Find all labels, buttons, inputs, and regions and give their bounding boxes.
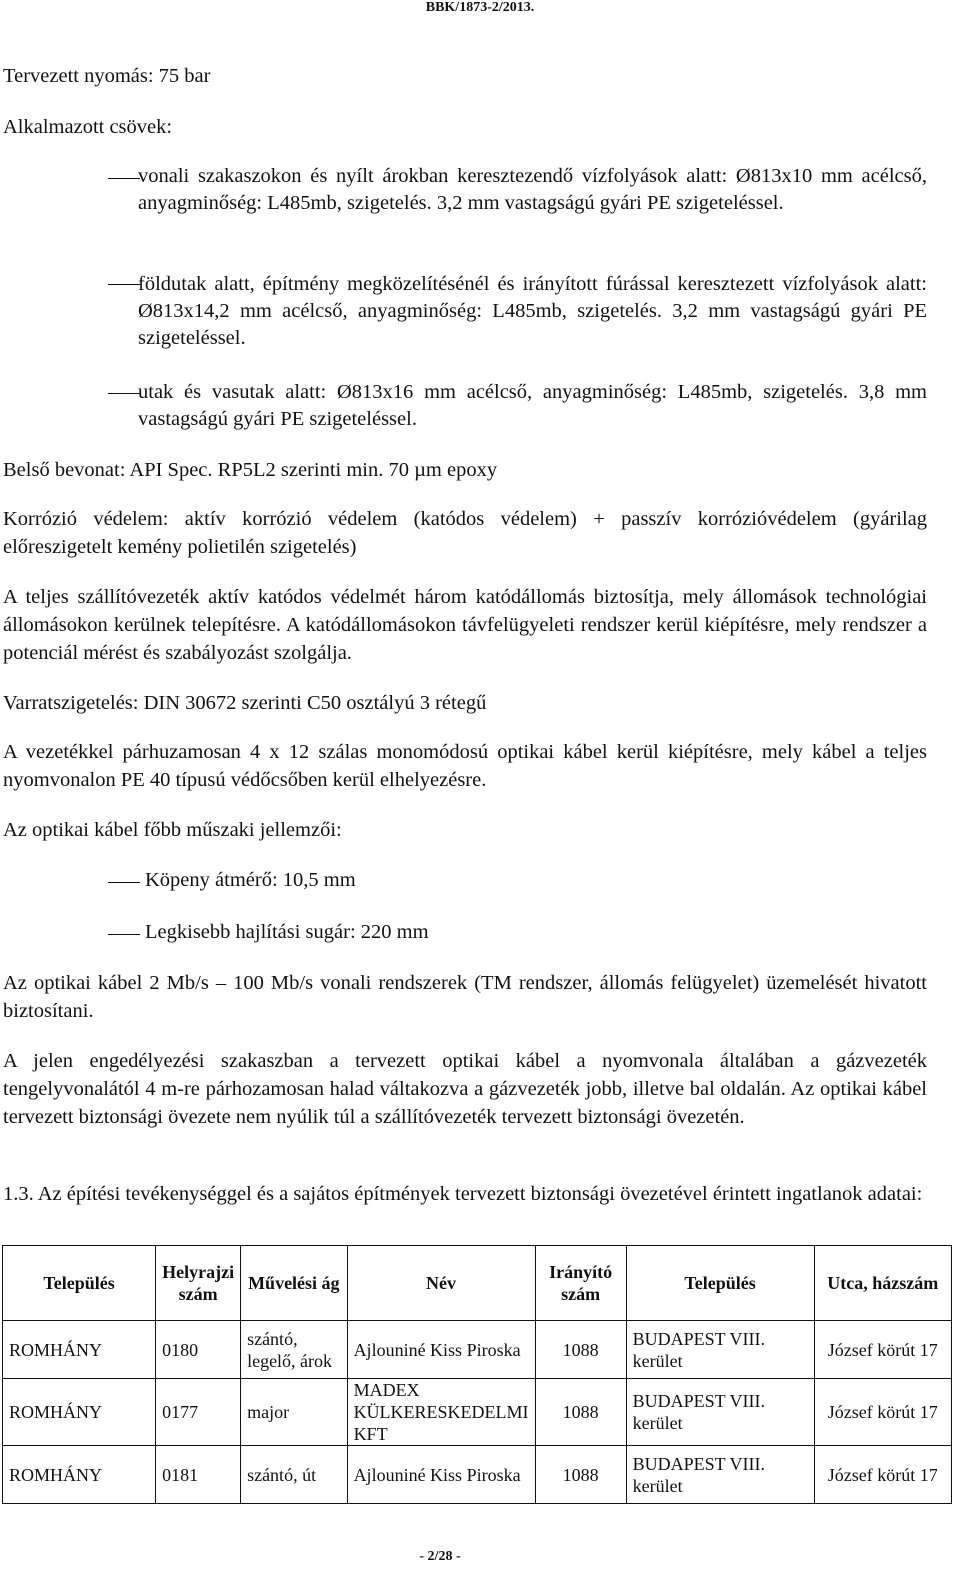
pipe-spec-item: utak és vasutak alatt: Ø813x16 mm acélcső, anyagminőség: L485mb, szigetelés. 3,8 mm vastagságú gyári PE szigeteléssel. — [138, 381, 927, 430]
optical-cable-purpose: Az optikai kábel 2 Mb/s – 100 Mb/s vonali rendszerek (TM rendszer, állomás felügyelet) üzemelését hivatott biztosítani. — [3, 972, 927, 1022]
column-header: Település — [3, 1246, 156, 1321]
property-table — [2, 1245, 952, 1504]
table-header-row — [3, 1246, 952, 1321]
table-row — [3, 1446, 952, 1504]
table-cell: Ajlouniné Kiss Piroska — [347, 1321, 535, 1379]
pipe-spec-item: földutak alatt, építmény megközelítésénél és irányított fúrással keresztezett vízfolyások alatt: Ø813x14,2 mm acélcső, anyagminőség: L485mb, szigetelés. 3,2 mm vastagságú gyári PE szigeteléssel. — [138, 273, 927, 349]
section-heading: 1.3. Az építési tevékenységgel és a sajátos építmények tervezett biztonsági övezetével érintett ingatlanok adatai: — [3, 1183, 923, 1205]
table-cell: szántó, út — [241, 1446, 347, 1504]
table-cell: BUDAPEST VIII. kerület — [626, 1321, 814, 1379]
dash-bullet — [108, 178, 140, 179]
dash-bullet — [108, 882, 140, 883]
optical-spec-item: Köpeny átmérő: 10,5 mm — [145, 869, 356, 891]
optical-specs-title: Az optikai kábel főbb műszaki jellemzői: — [3, 819, 342, 841]
table-cell: József körút 17 — [814, 1379, 951, 1446]
table-cell: 0177 — [156, 1379, 241, 1446]
optical-cable-intro: A vezetékkel párhuzamosan 4 x 12 szálas monomódosú optikai kábel kerül kiépítésre, mely kábel a teljes nyomvonalon PE 40 típusú védőcsőben kerül elhelyezésre. — [3, 741, 927, 791]
table-cell: József körút 17 — [814, 1446, 951, 1504]
table-cell: BUDAPEST VIII. kerület — [626, 1379, 814, 1446]
table-cell: ROMHÁNY — [3, 1321, 156, 1379]
table-cell: 1088 — [535, 1321, 626, 1379]
table-cell: MADEX KÜLKERESKEDELMI KFT — [347, 1379, 535, 1446]
column-header: Helyrajzi szám — [156, 1246, 241, 1321]
column-header: Utca, házszám — [814, 1246, 951, 1321]
page-number: - 2/28 - — [419, 1549, 461, 1564]
document-reference: BBK/1873-2/2013. — [425, 0, 535, 15]
corrosion-protection: Korrózió védelem: aktív korrózió védelem (katódos védelem) + passzív korrózióvédelem (gyárilag előreszigetelt kemény polietilén szigetelés) — [3, 508, 927, 558]
table-cell: József körút 17 — [814, 1321, 951, 1379]
table-cell: 0180 — [156, 1321, 241, 1379]
cathodic-protection: A teljes szállítóvezeték aktív katódos védelmét három katódállomás biztosítja, mely állomások technológiai állomásokon kerülnek telepítésre. A katódállomásokon távfelügyeleti rendszer kerül kiépítésre, mely rendszer a potenciál mérést és szabályozást szolgálja. — [3, 586, 927, 664]
design-pressure: Tervezett nyomás: 75 bar — [3, 65, 211, 87]
optical-spec-item: Legkisebb hajlítási sugár: 220 mm — [145, 921, 429, 943]
table-cell: 0181 — [156, 1446, 241, 1504]
table-row — [3, 1321, 952, 1379]
dash-bullet — [108, 393, 140, 394]
inner-coating: Belső bevonat: API Spec. RP5L2 szerinti min. 70 µm epoxy — [3, 459, 498, 481]
table-cell: BUDAPEST VIII. kerület — [626, 1446, 814, 1504]
table-cell: ROMHÁNY — [3, 1379, 156, 1446]
pipes-title: Alkalmazott csövek: — [3, 116, 173, 138]
pipe-spec-item: vonali szakaszokon és nyílt árokban keresztezendő vízfolyások alatt: Ø813x10 mm acélcső, anyagminőség: L485mb, szigetelés. 3,2 mm vastagságú gyári PE szigeteléssel. — [138, 165, 927, 214]
column-header: Település — [626, 1246, 814, 1321]
dash-bullet — [108, 934, 140, 935]
dash-bullet — [108, 284, 140, 285]
column-header: Név — [347, 1246, 535, 1321]
column-header: Művelési ág — [241, 1246, 347, 1321]
table-cell: szántó, legelő, árok — [241, 1321, 347, 1379]
table-cell: 1088 — [535, 1379, 626, 1446]
table-cell: major — [241, 1379, 347, 1446]
table-cell: ROMHÁNY — [3, 1446, 156, 1504]
column-header: Irányító szám — [535, 1246, 626, 1321]
optical-cable-route: A jelen engedélyezési szakaszban a tervezett optikai kábel a nyomvonala általában a gázvezeték tengelyvonalától 4 m-re párhozamosan halad váltakozva a gázvezeték jobb, illetve bal oldalán. Az optikai kábel tervezett biztonsági övezete nem nyúlik túl a szállítóvezeték tervezett biztonsági övezetén. — [3, 1050, 927, 1128]
table-cell: Ajlouniné Kiss Piroska — [347, 1446, 535, 1504]
table-row — [3, 1379, 952, 1446]
table-cell: 1088 — [535, 1446, 626, 1504]
weld-insulation: Varratszigetelés: DIN 30672 szerinti C50 osztályú 3 rétegű — [3, 692, 487, 714]
